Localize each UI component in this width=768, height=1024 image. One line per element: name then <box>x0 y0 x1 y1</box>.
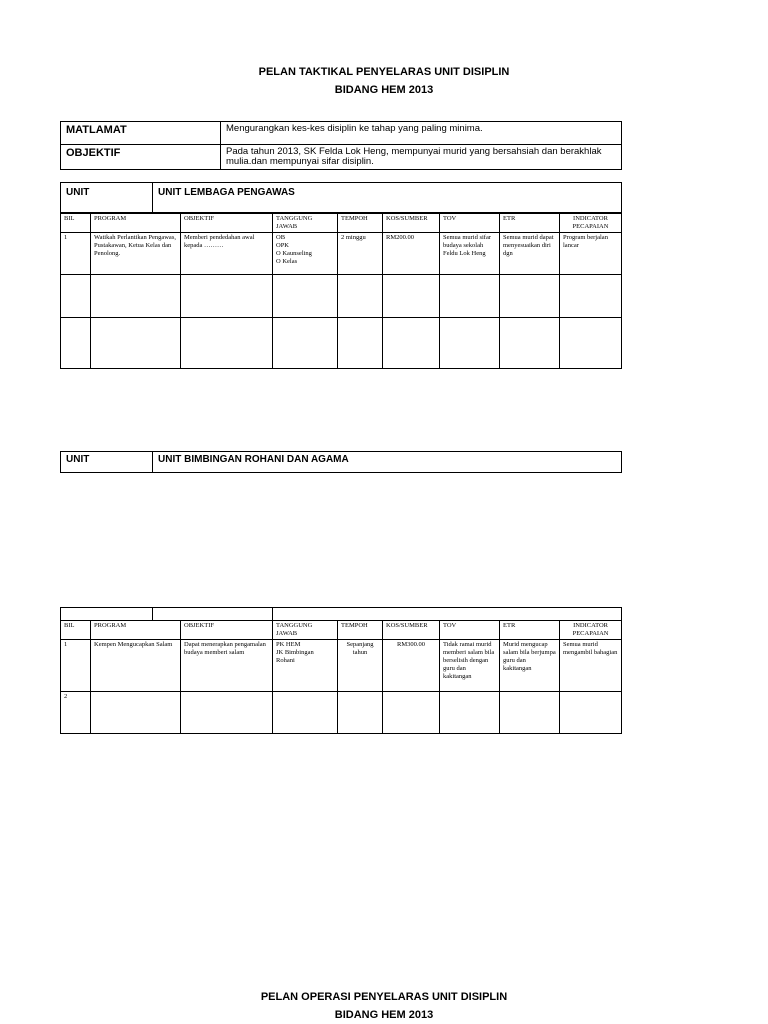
unit1-name: UNIT LEMBAGA PENGAWAS <box>153 183 622 213</box>
unit1-header-row <box>61 214 622 233</box>
col-tempoh: TEMPOH <box>338 621 383 640</box>
cell-etr: Murid mengucap salam bila berjumpa guru dan kakitangan <box>500 640 560 692</box>
matlamat-label: MATLAMAT <box>61 122 221 145</box>
cell-objektif: Dapat menerapkan pengamalan budaya memberi salam <box>181 640 273 692</box>
col-objektif: OBJEKTIF <box>181 214 273 233</box>
col-kos: KOS/SUMBER <box>383 621 440 640</box>
col-bil: BIL <box>61 214 91 233</box>
cell-program: Kempen Mengucapkan Salam <box>91 640 181 692</box>
col-tempoh: TEMPOH <box>338 214 383 233</box>
goals-table <box>60 121 622 170</box>
col-tanggungjawab: TANGGUNG JAWAB <box>273 621 338 640</box>
unit2-header-row <box>61 621 622 640</box>
cell-kos: RM200.00 <box>383 233 440 275</box>
cell-tanggungjawab: PK HEM JK Bimbingan Rohani <box>273 640 338 692</box>
cell-tov: Semua murid sifar budaya sekolah Feldu Lok Heng <box>440 233 500 275</box>
col-tov: TOV <box>440 214 500 233</box>
footer-subtitle: BIDANG HEM 2013 <box>334 1009 434 1021</box>
cell-bil: 1 <box>61 233 91 275</box>
cell-tov: Tidak ramai murid memberi salam bila berselisih dengan guru dan kakitangan <box>440 640 500 692</box>
cell-indicator: Semua murid mengambil bahagian <box>560 640 622 692</box>
unit2-table <box>60 607 622 734</box>
col-indicator: INDICATOR PECAPAIAN <box>560 621 622 640</box>
cell-etr: Semua murid dapat menyesuaikan diri dgn <box>500 233 560 275</box>
footer-title: PELAN OPERASI PENYELARAS UNIT DISIPLIN <box>260 991 508 1003</box>
table-row <box>61 233 622 275</box>
col-program: PROGRAM <box>91 621 181 640</box>
cell-tempoh: 2 minggu <box>338 233 383 275</box>
col-indicator: INDICATOR PECAPAIAN <box>560 214 622 233</box>
cell-objektif: Memberi pendedahan awal kepada ……… <box>181 233 273 275</box>
unit2-name: UNIT BIMBINGAN ROHANI DAN AGAMA <box>153 452 622 473</box>
page-subtitle: BIDANG HEM 2013 <box>334 84 434 96</box>
table-row <box>61 318 622 369</box>
col-etr: ETR <box>500 214 560 233</box>
table-row <box>61 640 622 692</box>
unit1-table <box>60 213 622 369</box>
objektif-label: OBJEKTIF <box>61 145 221 170</box>
col-program: PROGRAM <box>91 214 181 233</box>
cell-bil: 2 <box>61 692 91 734</box>
page-title: PELAN TAKTIKAL PENYELARAS UNIT DISIPLIN <box>258 66 510 78</box>
cell-tempoh: Sepanjang tahun <box>338 640 383 692</box>
unit1-label: UNIT <box>61 183 153 213</box>
unit2-label: UNIT <box>61 452 153 473</box>
col-kos: KOS/SUMBER <box>383 214 440 233</box>
cell-indicator: Program berjalan lancar <box>560 233 622 275</box>
col-objektif: OBJEKTIF <box>181 621 273 640</box>
cell-program: Watikah Perlantikan Pengawas, Pustakawan, Ketua Kelas dan Penolong. <box>91 233 181 275</box>
unit1-header <box>60 182 622 213</box>
cell-tanggungjawab: OB OPK O Kaunseling O Kelas <box>273 233 338 275</box>
table-row <box>61 275 622 318</box>
col-tanggungjawab: TANGGUNG JAWAB <box>273 214 338 233</box>
unit2-header <box>60 451 622 473</box>
cell-bil: 1 <box>61 640 91 692</box>
table-row <box>61 692 622 734</box>
objektif-text: Pada tahun 2013, SK Felda Lok Heng, mempunyai murid yang bersahsiah dan berakhlak mulia.dan mempunyai sifar disiplin. <box>221 145 622 170</box>
unit2-blank-row <box>61 608 622 621</box>
col-tov: TOV <box>440 621 500 640</box>
col-etr: ETR <box>500 621 560 640</box>
col-bil: BIL <box>61 621 91 640</box>
cell-kos: RM300.00 <box>383 640 440 692</box>
matlamat-text: Mengurangkan kes-kes disiplin ke tahap yang paling minima. <box>221 122 622 145</box>
